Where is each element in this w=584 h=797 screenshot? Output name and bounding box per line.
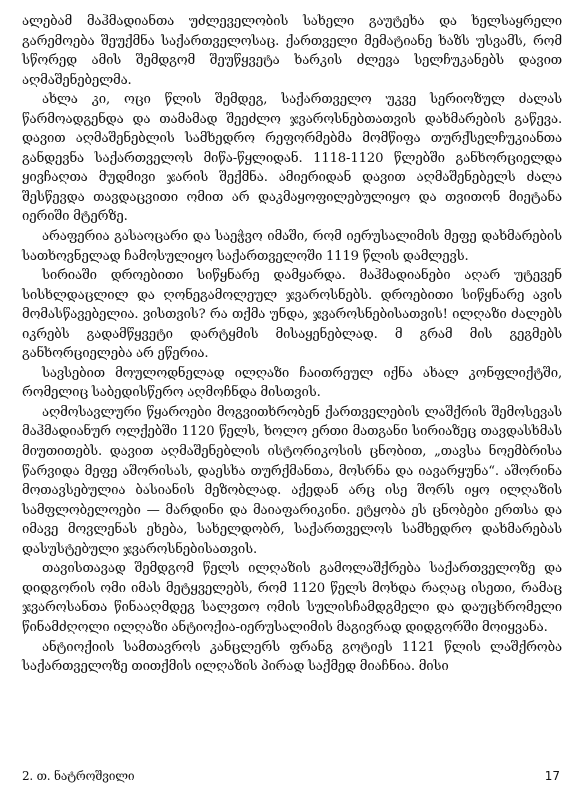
signature-mark: 2. თ. ნატროშვილი — [22, 769, 135, 783]
book-page — [22, 12, 562, 787]
paragraph-5: სავსებით მოულოდნელად ილღაზი ჩაითრეულ იქნა ახალ კონფლიქტში, რომელიც საბედისწერო აღმოჩნდა მისთვის. — [22, 365, 562, 401]
paragraph-3: არაფერია გასაოცარი და საეჭვო იმაში, რომ იერუსალიმის მეფე დახმარების სათხოვნელად ჩამოსულიყო საქართველოში 1119 წლის დამლევს. — [22, 229, 562, 264]
paragraph-2: ახლა კი, ოცი წლის შემდეგ, საქართველო უკვე სერიოზულ ძალას წარმოადგენდა და თამამად შეეძლო ჯვაროსნებთათვის დახმარების გაწევა. დავით აღმაშენებლის სამხედრო რეფორმებმა მომწიფა თურქსელჩუკიანთა განდევნა საქართველოს მიწა-წყლიდან. 1118-1120 წლებში განხორციელდა ყივჩაღთა მუდმივი ჯარის შექმნა. ამიერიდან დავით აღმაშენებელს ძალა შესწევდა თავდაცვითი ომით არ დაკმაყოფილებულიყო და თვითონ მიეტანა იერიში მტერზე. — [22, 92, 562, 225]
paragraph-6: აღმოსავლური წყაროები მოგვითხრობენ ქართველების ლაშქრის შემოსევას მაჰმადიანურ ოლქებში 1120 წელს, ხოლო ერთი მათგანი სირიაზეც თავდასხმას მიუთითებს. დავით აღმაშენებლის ისტორიკოსის ცნობით, „თავსა ნოემბრისა წარვიდა მეფე აშორისას, დაესხა თურქმანთა, მოსრნა და იავარყუნა“. აშორინა მოთავსებულია ბასიანის მეზობლად. აქედან არც ისე შორს იყო ილღაზის სამფლობელოები — მარდინი და მაიაფარიკინი. ეტყობა ეს ცნობები ერთსა და იმავე მოვლენას ეხება, სახელდობრ, საქართველოს სამხედრო დახმარებას დასუსტებული ჯვაროსნებისათვის. — [22, 404, 562, 557]
paragraph-4: სირიაში დროებითი სიწყნარე დამყარდა. მაჰმადიანები აღარ უტევენ სისხლდაცლილ და ღონეგამოლეულ ჯვაროსნებს. დროებითი სიწყნარე ავის მომასწავებელია. ვისთვის? რა თქმა უნდა, ჯვაროსნებისათვის! ილღაზი ძალებს იკრებს გადამწყვეტი დარტყმის მისაყენებლად. მ გრამ მის გეგმებს განხორციელება არ ეწერია. — [22, 268, 562, 362]
paragraph-7: თავისთავად შემდგომ წელს ილღაზის გამოლაშქრება საქართველოზე და დიდგორის ომი იმას მეტყველებს, რომ 1120 წელს მოხდა რაღაც ისეთი, რამაც ჯვაროსანთა წინააღმდეგ სალვთო ომის სულისჩამდგმელი და დაუცხრომელი წინამძღოლი ილღაზი ანტიოქია-იერუსალიმის მაგივრად დიდგორში მოიყვანა. — [22, 561, 562, 635]
page-number: 17 — [544, 769, 560, 783]
paragraph-8: ანტიოქიის სამთავროს კანცლერს ფრანგ გოტიეს 1121 წლის ლაშქრობა საქართველოზე თითქმის ილღაზის პირად საქმედ მიაჩნია. მისი — [22, 639, 562, 675]
paragraph-1: ალებამ მაჰმადიანთა უძლეველობის სახელი გაუტეხა და ხელსაყრელი გარემოება შეუქმნა საქართველოსაც. ქართველი მემატიანე ხაზს უსვამს, რომ სწორედ ამის შემდგომ შეუწყვეტა ხარკის ძლევა სელჩუკანებს დავით აღმაშენებელმა. — [22, 14, 562, 88]
page-footer — [22, 767, 562, 787]
